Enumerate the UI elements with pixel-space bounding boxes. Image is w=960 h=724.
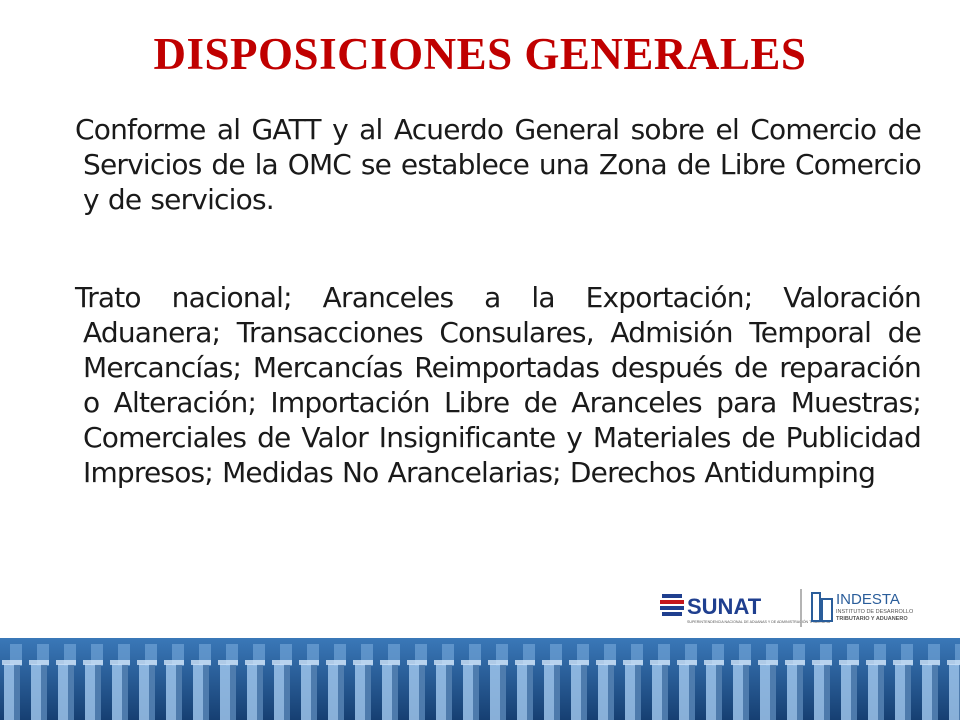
footer-column: [949, 664, 960, 720]
footer-column-capital: [731, 660, 751, 665]
footer-column-capital: [245, 660, 265, 665]
footer-column-capital: [812, 660, 832, 665]
footer-column-shade: [932, 664, 938, 720]
footer-column-shade: [608, 664, 614, 720]
footer-column-capital: [569, 660, 589, 665]
footer-column-capital: [542, 660, 562, 665]
footer-column-shade: [878, 664, 884, 720]
footer-column-capital: [488, 660, 508, 665]
footer-column-shade: [284, 664, 290, 720]
footer-column-capital: [947, 660, 960, 665]
footer-column-shade: [230, 664, 236, 720]
footer-column-capital: [218, 660, 238, 665]
footer-column-shade: [365, 664, 371, 720]
footer-column-capital: [461, 660, 481, 665]
footer-pattern: [0, 638, 960, 720]
footer-column-capital: [758, 660, 778, 665]
footer-column-shade: [149, 664, 155, 720]
footer-column-shade: [500, 664, 506, 720]
footer-column-capital: [677, 660, 697, 665]
footer-column-shade: [14, 664, 20, 720]
footer-column-shade: [770, 664, 776, 720]
footer-column-capital: [164, 660, 184, 665]
footer-column-capital: [380, 660, 400, 665]
footer-column-shade: [689, 664, 695, 720]
footer-column-shade: [635, 664, 641, 720]
footer-column-capital: [866, 660, 886, 665]
footer-column-capital: [623, 660, 643, 665]
footer-column-capital: [353, 660, 373, 665]
indesta-logo-line1: INSTITUTO DE DESARROLLO: [836, 609, 914, 615]
footer-column-shade: [338, 664, 344, 720]
footer-column-shade: [743, 664, 749, 720]
partner-logos: [660, 583, 930, 633]
paragraph-gatt: Conforme al GATT y al Acuerdo General sobre el Comercio de Servicios de la OMC se establece una Zona de Libre Comercio y de servicios.: [75, 113, 921, 216]
footer-column-shade: [95, 664, 101, 720]
footer-column-shade: [446, 664, 452, 720]
footer-column-capital: [83, 660, 103, 665]
footer-column-shade: [122, 664, 128, 720]
footer-column-capital: [515, 660, 535, 665]
footer-column-capital: [56, 660, 76, 665]
slide-title: DISPOSICIONES GENERALES: [153, 29, 807, 79]
footer-column-shade: [527, 664, 533, 720]
footer-column-shade: [716, 664, 722, 720]
sunat-logo: [660, 594, 831, 624]
footer-column-shade: [662, 664, 668, 720]
footer-column-capital: [191, 660, 211, 665]
footer-column-shade: [851, 664, 857, 720]
footer-column-shade: [311, 664, 317, 720]
sunat-logo-text: SUNAT: [687, 594, 762, 619]
paragraph-disciplines-list: Trato nacional; Aranceles a la Exportación; Valoración Aduanera; Transacciones Consulares, Admisión Temporal de Mercancías; Mercancías Reimportadas después de reparación o Alteración; Importación Libre de Aranceles para Muestras; Comerciales de Valor Insignificante y Materiales de Publicidad Impresos; Medidas No Arancelarias; Derechos Antidumping: [75, 281, 921, 489]
footer-column-capital: [893, 660, 913, 665]
footer-column-capital: [650, 660, 670, 665]
footer-column-capital: [407, 660, 427, 665]
footer-column-shade: [41, 664, 47, 720]
footer-column-shade: [68, 664, 74, 720]
footer-banner: [0, 638, 960, 720]
indesta-logo-line2: TRIBUTARIO Y ADUANERO: [836, 616, 908, 622]
footer-column-shade: [797, 664, 803, 720]
footer-column-shade: [257, 664, 263, 720]
indesta-logo: [812, 591, 914, 622]
sunat-logo-subtitle: SUPERINTENDENCIA NACIONAL DE ADUANAS Y DE ADMINISTRACIÓN TRIBUTARIA: [687, 620, 831, 624]
footer-column-shade: [824, 664, 830, 720]
footer-column-capital: [920, 660, 940, 665]
footer-column-capital: [29, 660, 49, 665]
footer-column-shade: [203, 664, 209, 720]
footer-column-capital: [110, 660, 130, 665]
indesta-logo-text: INDESTA: [836, 591, 900, 608]
footer-column-capital: [137, 660, 157, 665]
footer-column-shade: [905, 664, 911, 720]
footer-column-shade: [581, 664, 587, 720]
logos-area: [660, 583, 930, 633]
footer-column-capital: [434, 660, 454, 665]
footer-column-shade: [473, 664, 479, 720]
footer-column-shade: [392, 664, 398, 720]
footer-column-capital: [326, 660, 346, 665]
footer-column-capital: [596, 660, 616, 665]
footer-column-capital: [299, 660, 319, 665]
footer-column-capital: [2, 660, 22, 665]
footer-column-capital: [272, 660, 292, 665]
footer-column-capital: [839, 660, 859, 665]
footer-column-shade: [419, 664, 425, 720]
footer-column-capital: [704, 660, 724, 665]
footer-column-shade: [176, 664, 182, 720]
footer-column-capital: [785, 660, 805, 665]
footer-column-shade: [554, 664, 560, 720]
